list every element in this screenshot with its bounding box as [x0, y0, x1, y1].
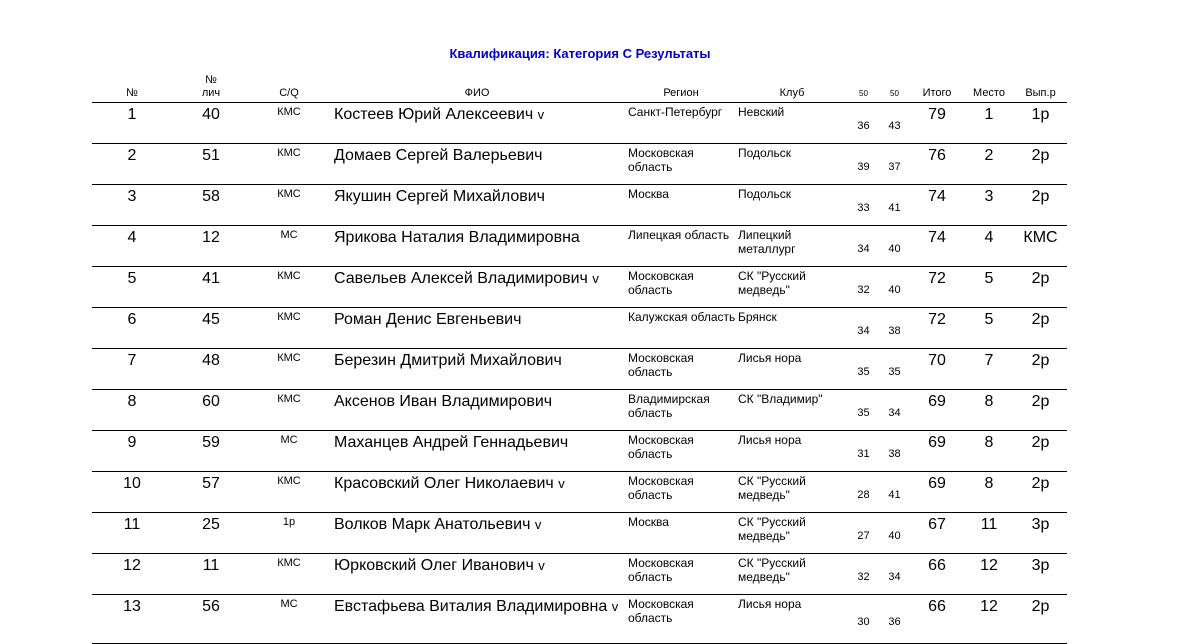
- check-mark-icon: v: [558, 476, 565, 491]
- cell-fio: [328, 226, 626, 267]
- cell-score-2: 34: [879, 554, 910, 595]
- cell-cq: 1р: [250, 513, 328, 554]
- athlete-name: Домаев Сергей Валерьевич: [334, 147, 543, 164]
- cell-club: СК "Русский медведь": [736, 472, 848, 513]
- cell-lic: 41: [172, 267, 250, 308]
- results-body: [92, 103, 1067, 644]
- cell-fio: [328, 267, 626, 308]
- cell-region: Москва: [626, 513, 736, 554]
- cell-club: СК "Русский медведь": [736, 513, 848, 554]
- cell-lic: 58: [172, 185, 250, 226]
- cell-score-2: 37: [879, 144, 910, 185]
- cell-place: 3: [964, 185, 1014, 226]
- cell-cq: КМС: [250, 554, 328, 595]
- cell-total: 67: [910, 513, 964, 554]
- page-title: Квалификация: Категория С Результаты: [449, 46, 711, 61]
- cell-lic: 48: [172, 349, 250, 390]
- col-header-region: Регион: [626, 74, 736, 103]
- cell-total: 76: [910, 144, 964, 185]
- cell-num: 1: [92, 103, 172, 144]
- cell-place: 8: [964, 431, 1014, 472]
- cell-result: 2р: [1014, 349, 1067, 390]
- cell-place: 5: [964, 267, 1014, 308]
- cell-cq: КМС: [250, 103, 328, 144]
- cell-cq: МС: [250, 595, 328, 644]
- cell-place: 12: [964, 595, 1014, 644]
- cell-total: 74: [910, 185, 964, 226]
- cell-score-2: 38: [879, 308, 910, 349]
- cell-score-1: 34: [848, 308, 879, 349]
- cell-club: СК "Владимир": [736, 390, 848, 431]
- cell-total: 66: [910, 554, 964, 595]
- cell-fio: [328, 308, 626, 349]
- cell-fio: [328, 349, 626, 390]
- cell-score-2: 34: [879, 390, 910, 431]
- cell-total: 74: [910, 226, 964, 267]
- cell-region: Санкт-Петербург: [626, 103, 736, 144]
- cell-club: Подольск: [736, 144, 848, 185]
- check-mark-icon: v: [534, 517, 542, 532]
- table-row: [92, 595, 1067, 644]
- cell-place: 8: [964, 472, 1014, 513]
- cell-club: Невский: [736, 103, 848, 144]
- cell-result: 2р: [1014, 472, 1067, 513]
- athlete-name: Ярикова Наталия Владимировна: [334, 229, 580, 246]
- col-header-place: Место: [964, 74, 1014, 103]
- cell-num: 2: [92, 144, 172, 185]
- cell-total: 69: [910, 472, 964, 513]
- cell-num: 3: [92, 185, 172, 226]
- cell-lic: 56: [172, 595, 250, 644]
- cell-score-1: 33: [848, 185, 879, 226]
- cell-region: Липецкая область: [626, 226, 736, 267]
- cell-total: 69: [910, 390, 964, 431]
- cell-result: 3р: [1014, 554, 1067, 595]
- cell-place: 12: [964, 554, 1014, 595]
- cell-fio: [328, 513, 626, 554]
- cell-region: Московская область: [626, 554, 736, 595]
- cell-club: Лисья нора: [736, 431, 848, 472]
- cell-region: Москва: [626, 185, 736, 226]
- cell-club: СК "Русский медведь": [736, 554, 848, 595]
- cell-num: 9: [92, 431, 172, 472]
- col-header-result: Вып.р: [1014, 74, 1067, 103]
- cell-club: Лисья нора: [736, 349, 848, 390]
- cell-cq: КМС: [250, 390, 328, 431]
- cell-fio: [328, 554, 626, 595]
- cell-result: 3р: [1014, 513, 1067, 554]
- check-mark-icon: v: [537, 107, 545, 122]
- cell-place: 1: [964, 103, 1014, 144]
- cell-score-1: 34: [848, 226, 879, 267]
- cell-lic: 51: [172, 144, 250, 185]
- cell-cq: МС: [250, 431, 328, 472]
- cell-total: 70: [910, 349, 964, 390]
- table-row: [92, 349, 1067, 390]
- table-row: [92, 308, 1067, 349]
- cell-score-2: 43: [879, 103, 910, 144]
- col-header-num: №: [92, 74, 172, 103]
- cell-score-1: 35: [848, 349, 879, 390]
- cell-club: Подольск: [736, 185, 848, 226]
- cell-total: 66: [910, 595, 964, 644]
- cell-result: 2р: [1014, 390, 1067, 431]
- results-table: [92, 74, 1067, 644]
- cell-lic: 11: [172, 554, 250, 595]
- cell-result: 2р: [1014, 144, 1067, 185]
- cell-club: Брянск: [736, 308, 848, 349]
- cell-num: 7: [92, 349, 172, 390]
- table-row: [92, 185, 1067, 226]
- col-header-lic-bottom: лич: [201, 87, 221, 99]
- cell-score-1: 32: [848, 554, 879, 595]
- cell-cq: КМС: [250, 349, 328, 390]
- cell-cq: КМС: [250, 472, 328, 513]
- cell-lic: 40: [172, 103, 250, 144]
- cell-score-1: 39: [848, 144, 879, 185]
- cell-place: 11: [964, 513, 1014, 554]
- cell-fio: [328, 472, 626, 513]
- cell-place: 8: [964, 390, 1014, 431]
- cell-num: 12: [92, 554, 172, 595]
- cell-cq: КМС: [250, 267, 328, 308]
- cell-num: 10: [92, 472, 172, 513]
- cell-score-1: 27: [848, 513, 879, 554]
- cell-score-2: 36: [879, 595, 910, 644]
- athlete-name: Маханцев Андрей Геннадьевич: [334, 434, 569, 451]
- cell-score-2: 35: [879, 349, 910, 390]
- check-mark-icon: v: [538, 558, 545, 573]
- cell-lic: 12: [172, 226, 250, 267]
- cell-total: 72: [910, 267, 964, 308]
- cell-total: 79: [910, 103, 964, 144]
- cell-result: КМС: [1014, 226, 1067, 267]
- cell-club: Лисья нора: [736, 595, 848, 644]
- check-mark-icon: v: [592, 271, 599, 286]
- cell-score-2: 40: [879, 226, 910, 267]
- cell-region: Владимирская область: [626, 390, 736, 431]
- cell-region: Московская область: [626, 472, 736, 513]
- cell-region: Московская область: [626, 431, 736, 472]
- athlete-name: Волков Марк Анатольевич: [334, 516, 531, 533]
- cell-result: 2р: [1014, 308, 1067, 349]
- cell-cq: КМС: [250, 308, 328, 349]
- col-header-lic-top: №: [205, 74, 217, 86]
- cell-score-1: 30: [848, 595, 879, 644]
- athlete-name: Костеев Юрий Алексеевич: [334, 106, 534, 123]
- col-header-fio: ФИО: [328, 74, 626, 103]
- cell-lic: 60: [172, 390, 250, 431]
- header-row: [92, 74, 1067, 103]
- athlete-name: Савельев Алексей Владимирович: [334, 270, 588, 287]
- cell-score-1: 36: [848, 103, 879, 144]
- cell-club: СК "Русский медведь": [736, 267, 848, 308]
- cell-score-2: 41: [879, 185, 910, 226]
- cell-result: 2р: [1014, 431, 1067, 472]
- athlete-name: Юрковский Олег Иванович: [334, 557, 534, 574]
- table-row: [92, 267, 1067, 308]
- cell-result: 1р: [1014, 103, 1067, 144]
- athlete-name: Красовский Олег Николаевич: [334, 475, 554, 492]
- cell-club: Липецкий металлург: [736, 226, 848, 267]
- cell-num: 8: [92, 390, 172, 431]
- cell-fio: [328, 144, 626, 185]
- table-row: [92, 390, 1067, 431]
- cell-num: 5: [92, 267, 172, 308]
- athlete-name: Якушин Сергей Михайлович: [334, 188, 546, 205]
- athlete-name: Аксенов Иван Владимирович: [334, 393, 553, 410]
- col-header-lic: [172, 74, 250, 103]
- cell-cq: КМС: [250, 144, 328, 185]
- cell-score-1: 28: [848, 472, 879, 513]
- cell-region: Калужская область: [626, 308, 736, 349]
- cell-result: 2р: [1014, 267, 1067, 308]
- col-header-score-1: 50: [848, 74, 879, 103]
- cell-fio: [328, 103, 626, 144]
- athlete-name: Березин Дмитрий Михайлович: [334, 352, 562, 369]
- table-row: [92, 431, 1067, 472]
- cell-score-1: 32: [848, 267, 879, 308]
- cell-region: Московская область: [626, 349, 736, 390]
- col-header-score-2: 50: [879, 74, 910, 103]
- cell-score-1: 35: [848, 390, 879, 431]
- table-row: [92, 103, 1067, 144]
- cell-lic: 25: [172, 513, 250, 554]
- col-header-total: Итого: [910, 74, 964, 103]
- cell-num: 4: [92, 226, 172, 267]
- table-row: [92, 554, 1067, 595]
- table-row: [92, 472, 1067, 513]
- cell-place: 2: [964, 144, 1014, 185]
- cell-score-2: 40: [879, 267, 910, 308]
- cell-fio: [328, 185, 626, 226]
- cell-region: Московская область: [626, 267, 736, 308]
- cell-result: 2р: [1014, 185, 1067, 226]
- cell-score-2: 38: [879, 431, 910, 472]
- col-header-cq: C/Q: [250, 74, 328, 103]
- table-row: [92, 144, 1067, 185]
- cell-result: 2р: [1014, 595, 1067, 644]
- cell-cq: КМС: [250, 185, 328, 226]
- cell-num: 6: [92, 308, 172, 349]
- cell-score-1: 31: [848, 431, 879, 472]
- cell-lic: 57: [172, 472, 250, 513]
- col-header-club: Клуб: [736, 74, 848, 103]
- cell-fio: [328, 595, 626, 644]
- cell-fio: [328, 390, 626, 431]
- cell-score-2: 41: [879, 472, 910, 513]
- check-mark-icon: v: [611, 599, 619, 614]
- table-row: [92, 226, 1067, 267]
- cell-total: 69: [910, 431, 964, 472]
- cell-num: 11: [92, 513, 172, 554]
- cell-lic: 45: [172, 308, 250, 349]
- cell-score-2: 40: [879, 513, 910, 554]
- cell-place: 5: [964, 308, 1014, 349]
- cell-place: 7: [964, 349, 1014, 390]
- cell-cq: МС: [250, 226, 328, 267]
- cell-region: Московская область: [626, 595, 736, 644]
- athlete-name: Роман Денис Евгеньевич: [334, 311, 522, 328]
- table-row: [92, 513, 1067, 554]
- cell-num: 13: [92, 595, 172, 644]
- athlete-name: Евстафьева Виталия Владимировна: [334, 598, 608, 615]
- cell-place: 4: [964, 226, 1014, 267]
- cell-region: Московская область: [626, 144, 736, 185]
- cell-total: 72: [910, 308, 964, 349]
- cell-lic: 59: [172, 431, 250, 472]
- cell-fio: [328, 431, 626, 472]
